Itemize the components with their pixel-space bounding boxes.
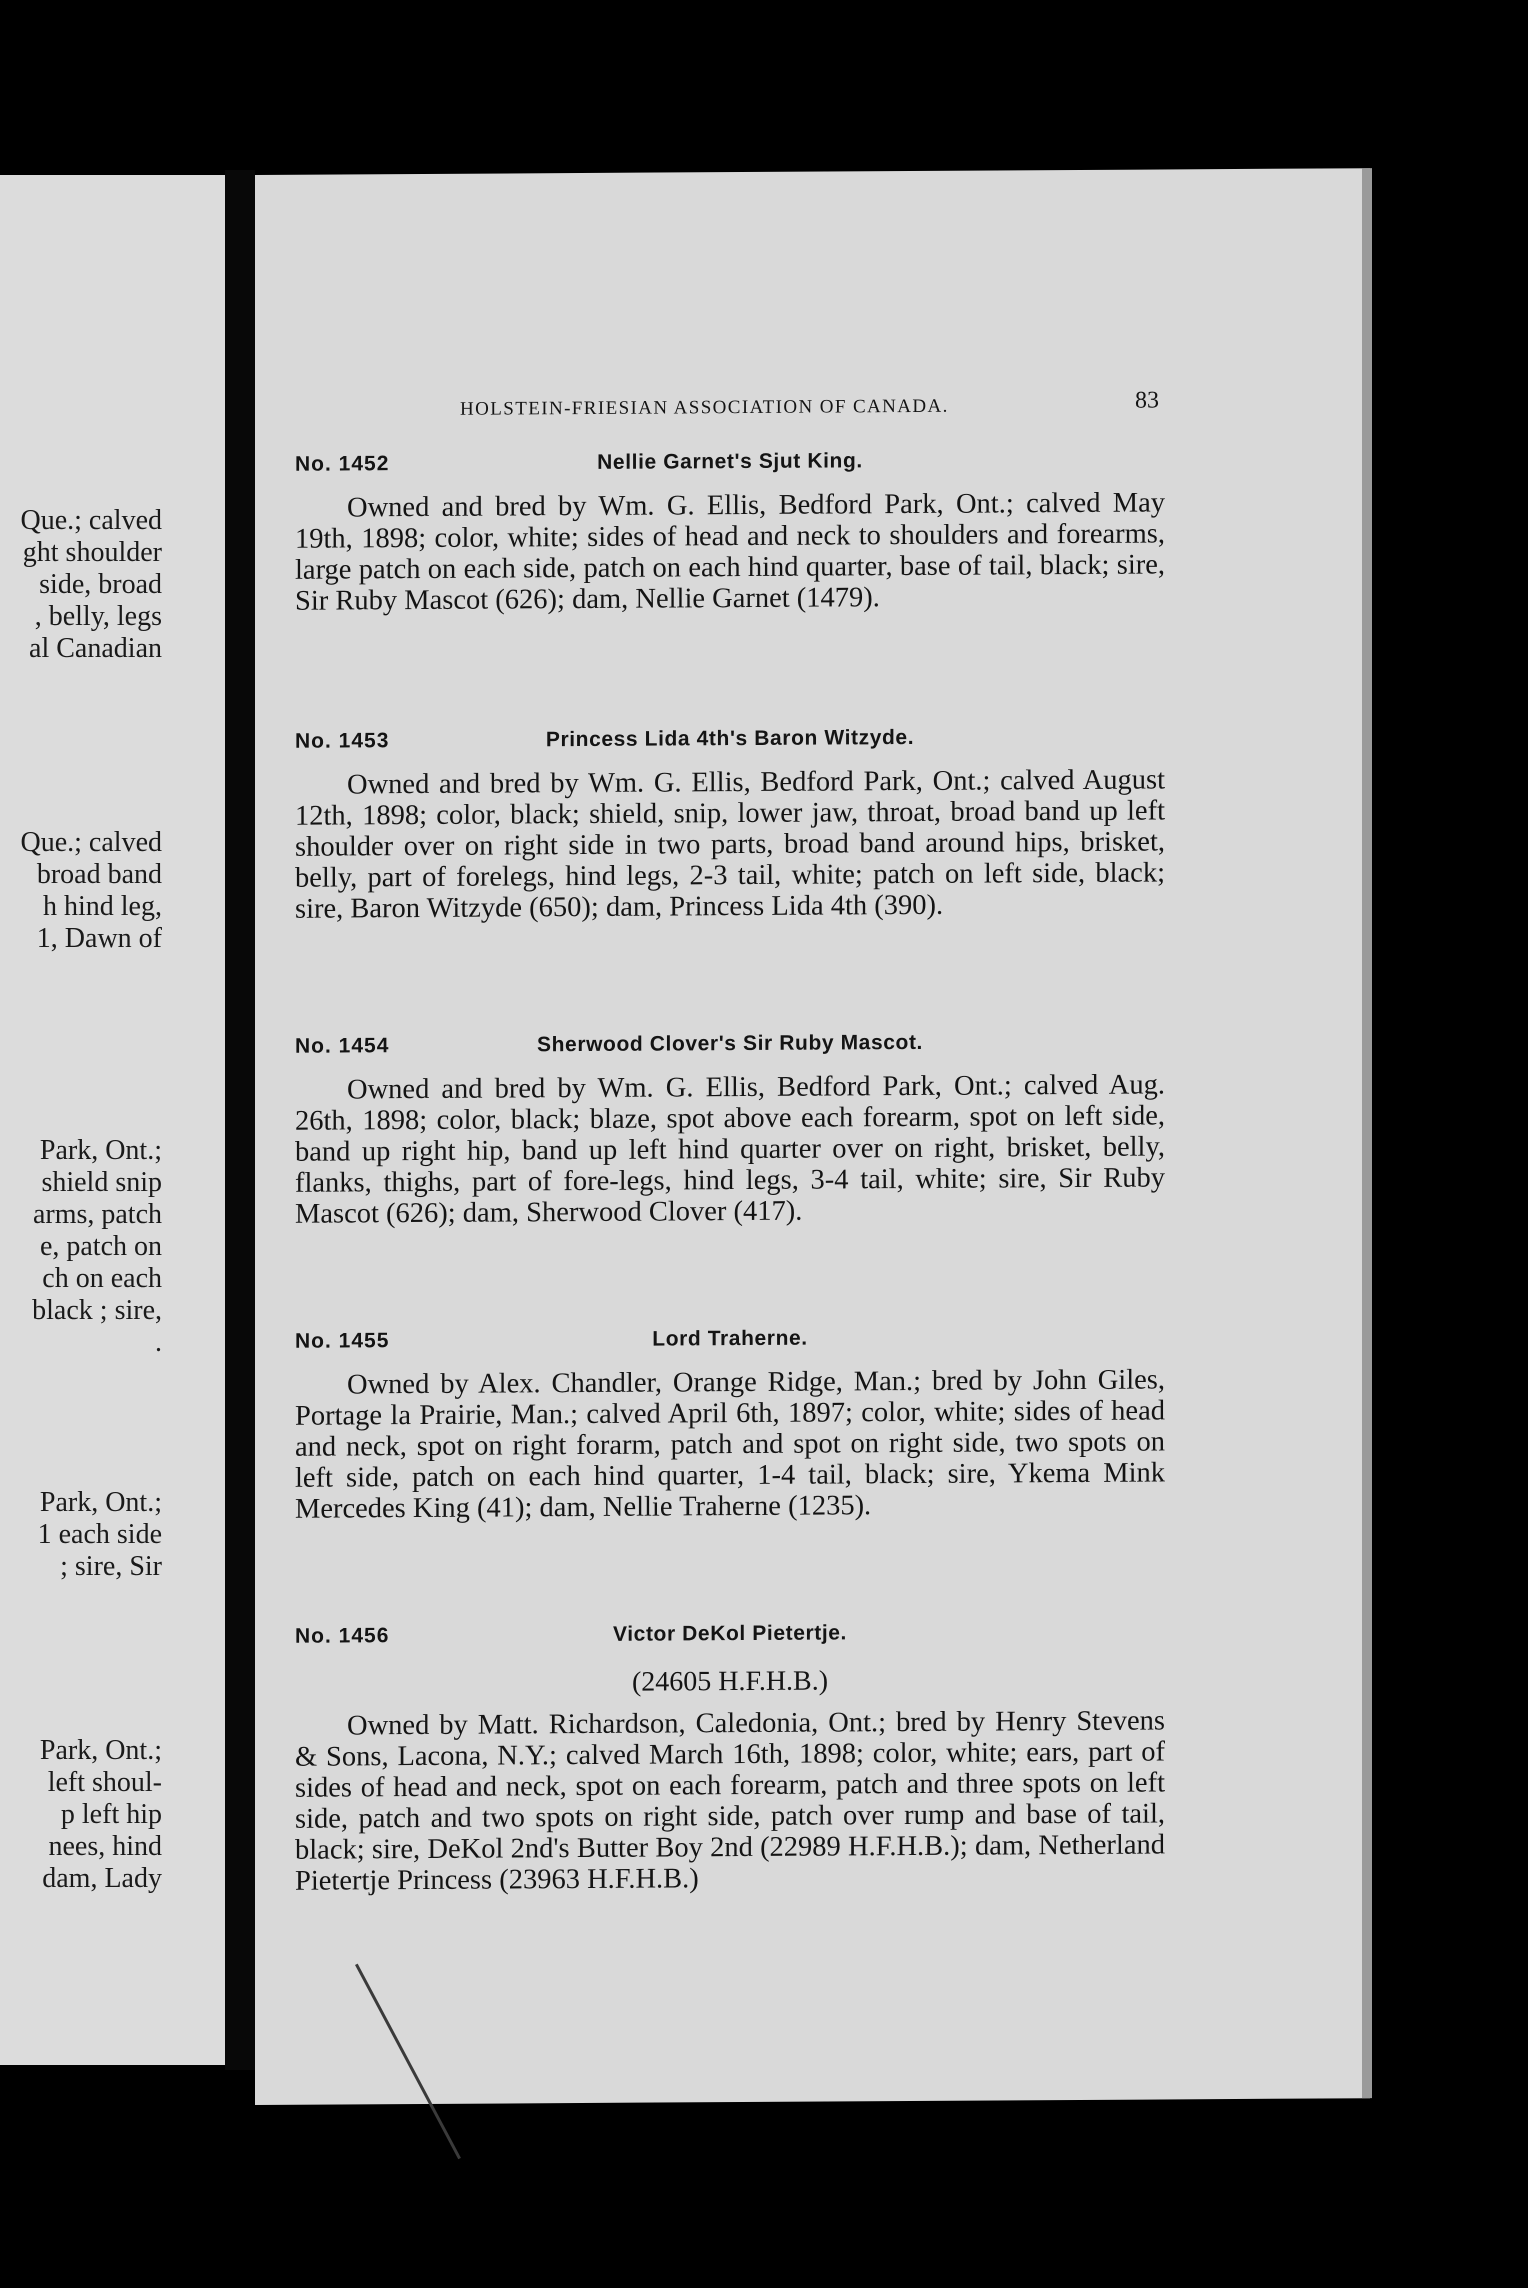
entry-animal-name: Princess Lida 4th's Baron Witzyde. bbox=[545, 725, 915, 752]
left-page-line: 1 each side bbox=[37, 1519, 162, 1550]
entry-herdbook-number: (24605 H.F.H.B.) bbox=[631, 1665, 829, 1698]
entry-heading bbox=[295, 1619, 1165, 1664]
entry-animal-name: Victor DeKol Pietertje. bbox=[613, 1621, 847, 1646]
left-page-line: Park, Ont.; bbox=[39, 1135, 162, 1166]
left-page-line: h hind leg, bbox=[43, 891, 162, 922]
register-entry bbox=[295, 1029, 1165, 1229]
entry-number: No. 1454 bbox=[295, 1034, 390, 1058]
register-entry bbox=[295, 1619, 1165, 1896]
page-number: 83 bbox=[1135, 387, 1159, 414]
left-page-line: Que.; calved bbox=[20, 505, 162, 536]
left-page-line: dam, Lady bbox=[42, 1863, 162, 1894]
left-page-line: nees, hind bbox=[48, 1831, 162, 1862]
left-page-line: . bbox=[155, 1327, 162, 1358]
left-page-line: e, patch on bbox=[39, 1231, 162, 1262]
register-entry bbox=[295, 1324, 1165, 1524]
left-page-line: black ; sire, bbox=[32, 1295, 162, 1326]
left-page-line: ; sire, Sir bbox=[60, 1551, 162, 1582]
left-page-line: 1, Dawn of bbox=[36, 923, 162, 954]
entry-heading bbox=[295, 724, 1165, 769]
entry-animal-name: Nellie Garnet's Sjut King. bbox=[597, 449, 863, 474]
register-entry bbox=[295, 447, 1165, 616]
entry-description: Owned by Matt. Richardson, Caledonia, Ont.; bred by Henry Stevens & Sons, Lacona, N.Y.; calved March 16th, 1898; color, white; ears, part of sides of head and neck, spot on each forearm, patch and three spots on left side, patch and two spots on right side, patch over rump and base of tail, black; sire, DeKol 2nd's Butter Boy 2nd (22989 H.F.H.B.); dam, Netherland Pietertje Princess (23963 H.F.H.B.) bbox=[295, 1705, 1165, 1897]
left-page-line: arms, patch bbox=[32, 1199, 162, 1230]
register-entry bbox=[295, 724, 1165, 924]
entry-description: Owned and bred by Wm. G. Ellis, Bedford Park, Ont.; calved May 19th, 1898; color, white; sides of head and neck to shoulders and forearms, large patch on each side, patch on each hind quarter, base of tail, black; sire, Sir Ruby Mascot (626); dam, Nellie Garnet (1479). bbox=[295, 487, 1165, 617]
left-page-line: p left hip bbox=[60, 1799, 162, 1830]
right-page bbox=[255, 168, 1370, 2105]
entry-description: Owned and bred by Wm. G. Ellis, Bedford Park, Ont.; calved Aug. 26th, 1898; color, black; blaze, spot above each forearm, spot on left side, band up right hip, band up left hind quarter over on right, brisket, belly, flanks, thighs, part of fore-legs, hind legs, 3-4 tail, white; sire, Sir Ruby Mascot (626); dam, Sherwood Clover (417). bbox=[295, 1069, 1165, 1230]
entry-number: No. 1452 bbox=[295, 452, 390, 476]
left-page-line: shield snip bbox=[41, 1167, 162, 1198]
left-page-line: broad band bbox=[36, 859, 162, 890]
left-page-line: Park, Ont.; bbox=[39, 1735, 162, 1766]
entry-number: No. 1456 bbox=[295, 1624, 390, 1648]
left-page-line: al Canadian bbox=[29, 633, 162, 664]
left-page-line: left shoul- bbox=[47, 1767, 162, 1798]
entry-description: Owned by Alex. Chandler, Orange Ridge, Man.; bred by John Giles, Portage la Prairie, Man.; calved April 6th, 1897; color, white; sides of head and neck, spot on right forarm, patch and spot on right side, two spots on left side, patch on each hind quarter, 1-4 tail, black; sire, Ykema Mink Mercedes King (41); dam, Nellie Traherne (1235). bbox=[295, 1364, 1165, 1525]
left-page-line: ch on each bbox=[42, 1263, 162, 1294]
entry-number: No. 1453 bbox=[295, 729, 390, 753]
entry-description: Owned and bred by Wm. G. Ellis, Bedford Park, Ont.; calved August 12th, 1898; color, black; shield, snip, lower jaw, throat, broad band up left shoulder over on right side in two parts, broad band around hips, brisket, belly, part of forelegs, hind legs, 2-3 tail, white; patch on left side, black; sire, Baron Witzyde (650); dam, Princess Lida 4th (390). bbox=[295, 764, 1165, 925]
left-page-line: Park, Ont.; bbox=[39, 1487, 162, 1518]
entry-number: No. 1455 bbox=[295, 1329, 390, 1353]
left-page-line: Que.; calved bbox=[20, 827, 162, 858]
left-page-line: side, broad bbox=[39, 569, 162, 600]
entry-heading bbox=[295, 1029, 1165, 1074]
left-page-line: ght shoulder bbox=[22, 537, 162, 568]
running-head: HOLSTEIN-FRIESIAN ASSOCIATION OF CANADA. bbox=[460, 395, 949, 420]
entry-animal-name: Sherwood Clover's Sir Ruby Mascot. bbox=[537, 1030, 923, 1057]
entry-heading bbox=[295, 1324, 1165, 1369]
entry-heading bbox=[295, 447, 1165, 492]
left-facing-page bbox=[0, 175, 225, 2065]
left-page-line: , belly, legs bbox=[34, 601, 162, 632]
page-edge bbox=[1362, 168, 1372, 2098]
book-gutter-shadow bbox=[225, 170, 255, 2070]
entry-animal-name: Lord Traherne. bbox=[652, 1326, 808, 1351]
